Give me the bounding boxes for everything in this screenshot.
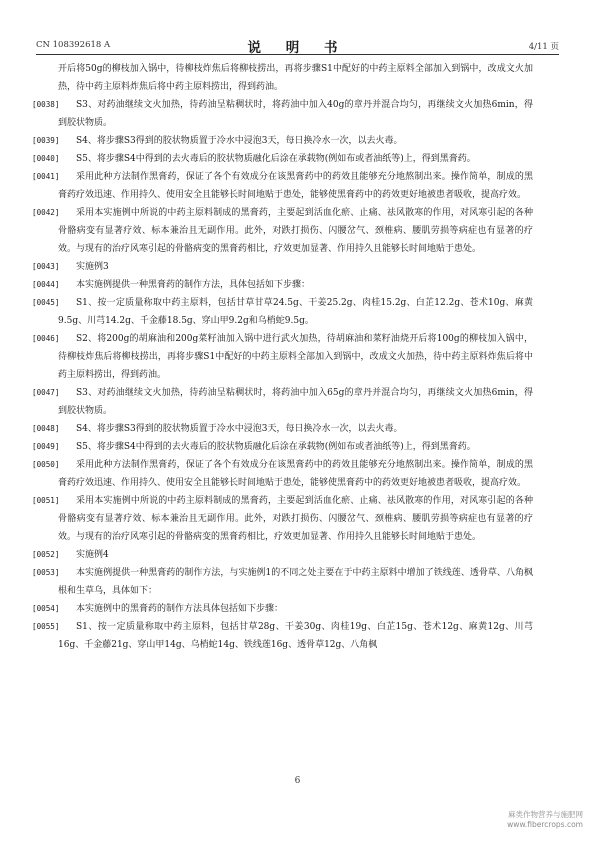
paragraph [32, 96, 533, 132]
paragraph [32, 618, 533, 654]
paragraph [32, 384, 533, 420]
paragraph [32, 492, 533, 546]
paragraph [32, 276, 533, 294]
paragraph-text: S1、按一定质量称取中药主原料，包括甘草28g、干姜30g、肉桂19g、白芷15g、苍术12g、麻黄12g、川芎16g、千金藤21g、穿山甲14g、乌梢蛇14g、铁线莲16g、透骨草12g、八角枫 [58, 622, 533, 650]
paragraph-number: [0050] [32, 460, 60, 469]
paragraph-number: [0054] [32, 604, 60, 613]
paragraph-text: S5、将步骤S4中得到的去火毒后的胶状物质融化后涂在承载物(例如布或者油纸等)上，得到黑膏药。 [76, 442, 476, 452]
paragraph [58, 60, 533, 96]
document-body [32, 60, 533, 654]
paragraph-text: S3、对药油继续文火加热，待药油呈粘稠状时，将药油中加入40g的章丹并混合均匀，再继续文火加热6min，得到胶状物质。 [58, 100, 533, 128]
paragraph-number: [0053] [32, 568, 60, 577]
paragraph-text: 采用此种方法制作黑膏药，保证了各个有效成分在该黑膏药中的药效且能够充分地熬制出来。操作简单，制成的黑膏药疗效迅速、作用持久、使用安全且能够长时间地贴于患处，能够使黑膏药中的药效更好地被患者吸收，提高疗效。 [58, 172, 533, 200]
paragraph [32, 294, 533, 330]
paragraph [32, 168, 533, 204]
paragraph [32, 600, 533, 618]
paragraph-number: [0038] [32, 100, 60, 109]
paragraph-text: 采用本实施例中所说的中药主原料制成的黑膏药，主要起到活血化瘀、止痛、祛风散寒的作用，对风寒引起的各种骨骼病变有显著疗效、标本兼治且无副作用。此外，对跌打损伤、闪腰岔气、颈椎病、腰肌劳损等病症也有显著的疗效。与现有的治疗风寒引起的骨骼病变的黑膏药相比，疗效更加显著、作用持久且能够长时间地贴于患处。 [58, 496, 533, 542]
paragraph-number: [0051] [32, 496, 60, 505]
paragraph-number: [0048] [32, 424, 60, 433]
watermark-url: www.fibercrops.com [507, 820, 583, 829]
paragraph [32, 150, 533, 168]
paragraph [32, 420, 533, 438]
paragraph-text: 本实施例提供一种黑膏药的制作方法，具体包括如下步骤： [76, 280, 311, 290]
paragraph-number: [0043] [32, 262, 60, 271]
document-number: CN 108392618 A [36, 40, 111, 50]
paragraph [32, 132, 533, 150]
paragraph [32, 456, 533, 492]
paragraph-text: S1、按一定质量称取中药主原料，包括甘草甘草24.5g、干姜25.2g、肉桂15.2g、白芷12.2g、苍术10g、麻黄9.5g、川芎14.2g、千金藤18.5g、穿山甲9.2g和乌梢蛇9.5g。 [58, 298, 533, 326]
paragraph-text: 实施例3 [76, 262, 109, 272]
paragraph-number: [0045] [32, 298, 60, 307]
paragraph-number: [0039] [32, 136, 60, 145]
paragraph-number: [0052] [32, 550, 60, 559]
paragraph-text: 采用本实施例中所说的中药主原料制成的黑膏药，主要起到活血化瘀、止痛、祛风散寒的作用，对风寒引起的各种骨骼病变有显著疗效、标本兼治且无副作用。此外，对跌打损伤、闪腰岔气、颈椎病、腰肌劳损等病症也有显著的疗效。与现有的治疗风寒引起的骨骼病变的黑膏药相比，疗效更加显著、作用持久且能够长时间地贴于患处。 [58, 208, 533, 254]
paragraph-text: S2、将200g的胡麻油和200g菜籽油加入锅中进行武火加热，待胡麻油和菜籽油烧开后将100g的柳枝加入锅中，待柳枝炸焦后将柳枝捞出，再将步骤S1中配好的中药主原料全部加入到锅中，改成文火加热，待中药主原料炸焦后将中药主原料捞出，得到药油。 [58, 334, 533, 380]
paragraph-text: S3、对药油继续文火加热，待药油呈粘稠状时，将药油中加入65g的章丹并混合均匀，再继续文火加热6min，得到胶状物质。 [58, 388, 533, 416]
watermark-title: 麻类作物营养与施肥网 [508, 810, 583, 819]
paragraph-number: [0049] [32, 442, 60, 451]
watermark [507, 810, 583, 830]
paragraph-number: [0040] [32, 154, 60, 163]
paragraph-number: [0041] [32, 172, 60, 181]
paragraph-text: S5、将步骤S4中得到的去火毒后的胶状物质融化后涂在承载物(例如布或者油纸等)上，得到黑膏药。 [76, 154, 476, 164]
paragraph [32, 546, 533, 564]
paragraph-text: S4、将步骤S3得到的胶状物质置于冷水中浸泡3天，每日换冷水一次，以去火毒。 [76, 136, 403, 146]
page-indicator: 4/11 页 [528, 42, 559, 52]
paragraph-number: [0055] [32, 622, 60, 631]
paragraph [32, 330, 533, 384]
paragraph-text: 采用此种方法制作黑膏药，保证了各个有效成分在该黑膏药中的药效且能够充分地熬制出来。操作简单，制成的黑膏药疗效迅速、作用持久、使用安全且能够长时间地贴于患处，能够使黑膏药中的药效更好地被患者吸收，提高疗效。 [58, 460, 533, 488]
paragraph-number: [0044] [32, 280, 60, 289]
paragraph [32, 564, 533, 600]
paragraph-number: [0042] [32, 208, 60, 217]
page-header [36, 36, 559, 55]
paragraph [32, 438, 533, 456]
paragraph [32, 204, 533, 258]
paragraph-text: 实施例4 [76, 550, 109, 560]
paragraph-text: 本实施例提供一种黑膏药的制作方法，与实施例1的不同之处主要在于中药主原料中增加了铁线莲、透骨草、八角枫根和生草乌，具体如下： [58, 568, 533, 596]
document-title: 说 明 书 [247, 40, 348, 56]
paragraph [32, 258, 533, 276]
paragraph-text: 本实施例中的黑膏药的制作方法具体包括如下步骤： [76, 604, 284, 614]
paragraph-text: S4、将步骤S3得到的胶状物质置于冷水中浸泡3天，每日换冷水一次，以去火毒。 [76, 424, 403, 434]
page-number: 6 [294, 776, 301, 786]
paragraph-number: [0047] [32, 388, 60, 397]
paragraph-text: 开后将50g的柳枝加入锅中，待柳枝炸焦后将柳枝捞出，再将步骤S1中配好的中药主原料全部加入到锅中，改成文火加热，待中药主原料炸焦后将中药主原料捞出，得到药油。 [58, 64, 533, 92]
paragraph-number: [0046] [32, 334, 60, 343]
